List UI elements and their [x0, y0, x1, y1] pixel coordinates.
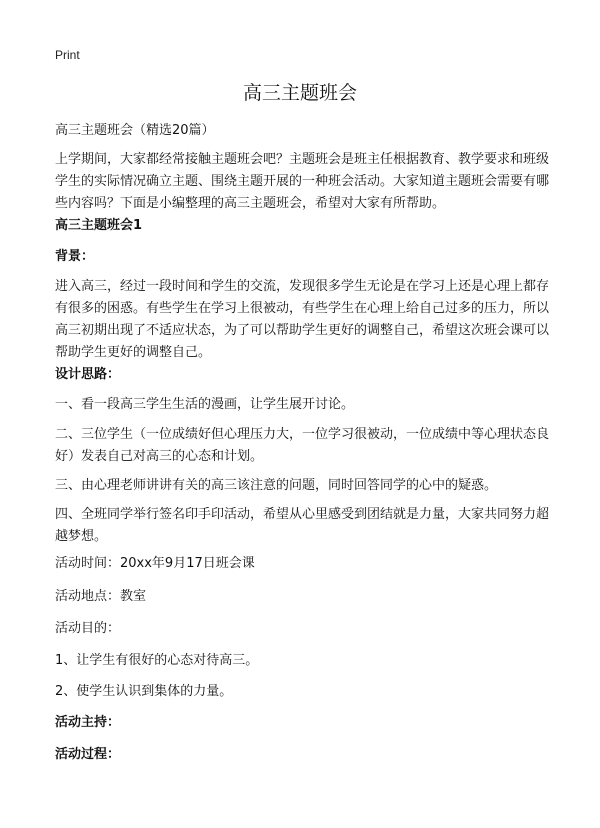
- intro-paragraph: 上学期间，大家都经常接触主题班会吧？主题班会是班主任根据教育、教学要求和班级学生的实际情况确立主题、围绕主题开展的一种班会活动。大家知道主题班会需要有哪些内容吗？下面是小编整理的高三主题班会，希望对大家有所帮助。: [55, 152, 550, 211]
- activity-goal-heading: 活动目的：: [55, 621, 121, 636]
- background-heading: 背景：: [55, 249, 95, 264]
- design-heading: 设计思路：: [55, 367, 121, 382]
- design-item: 二、三位学生（一位成绩好但心理压力大，一位学习很被动，一位成绩中等心理状态良好）发表自己对高三的心态和计划。: [55, 427, 550, 464]
- host-heading: 活动主持：: [55, 715, 121, 730]
- design-item: 三、由心理老师讲讲有关的高三该注意的问题，同时回答同学的心中的疑惑。: [55, 478, 498, 493]
- activity-goal-item: 1、让学生有很好的心态对待高三。: [55, 653, 259, 668]
- page-title: 高三主题班会: [242, 82, 357, 104]
- activity-place: 活动地点：教室: [55, 589, 147, 604]
- document-subtitle: 高三主题班会（精选20篇）: [55, 123, 215, 138]
- activity-time: 活动时间：20xx年9月17日班会课: [55, 556, 255, 571]
- section-heading: 高三主题班会1: [55, 218, 143, 233]
- activity-goal-item: 2、使学生认识到集体的力量。: [55, 684, 233, 699]
- background-paragraph: 进入高三，经过一段时间和学生的交流，发现很多学生无论是在学习上还是心理上都存有很多的困惑。有些学生在学习上很被动，有些学生在心理上给自己过多的压力，所以高三初期出现了不适应状态，为了可以帮助学生更好的调整自己，希望这次班会课可以帮助学生更好的调整自己。: [55, 279, 550, 360]
- design-item: 一、看一段高三学生生活的漫画，让学生展开讨论。: [55, 397, 355, 412]
- print-link[interactable]: Print: [55, 48, 80, 62]
- design-item: 四、全班同学举行签名印手印活动，希望从心里感受到团结就是力量，大家共同努力超越梦想。: [55, 507, 550, 544]
- process-heading: 活动过程：: [55, 747, 121, 762]
